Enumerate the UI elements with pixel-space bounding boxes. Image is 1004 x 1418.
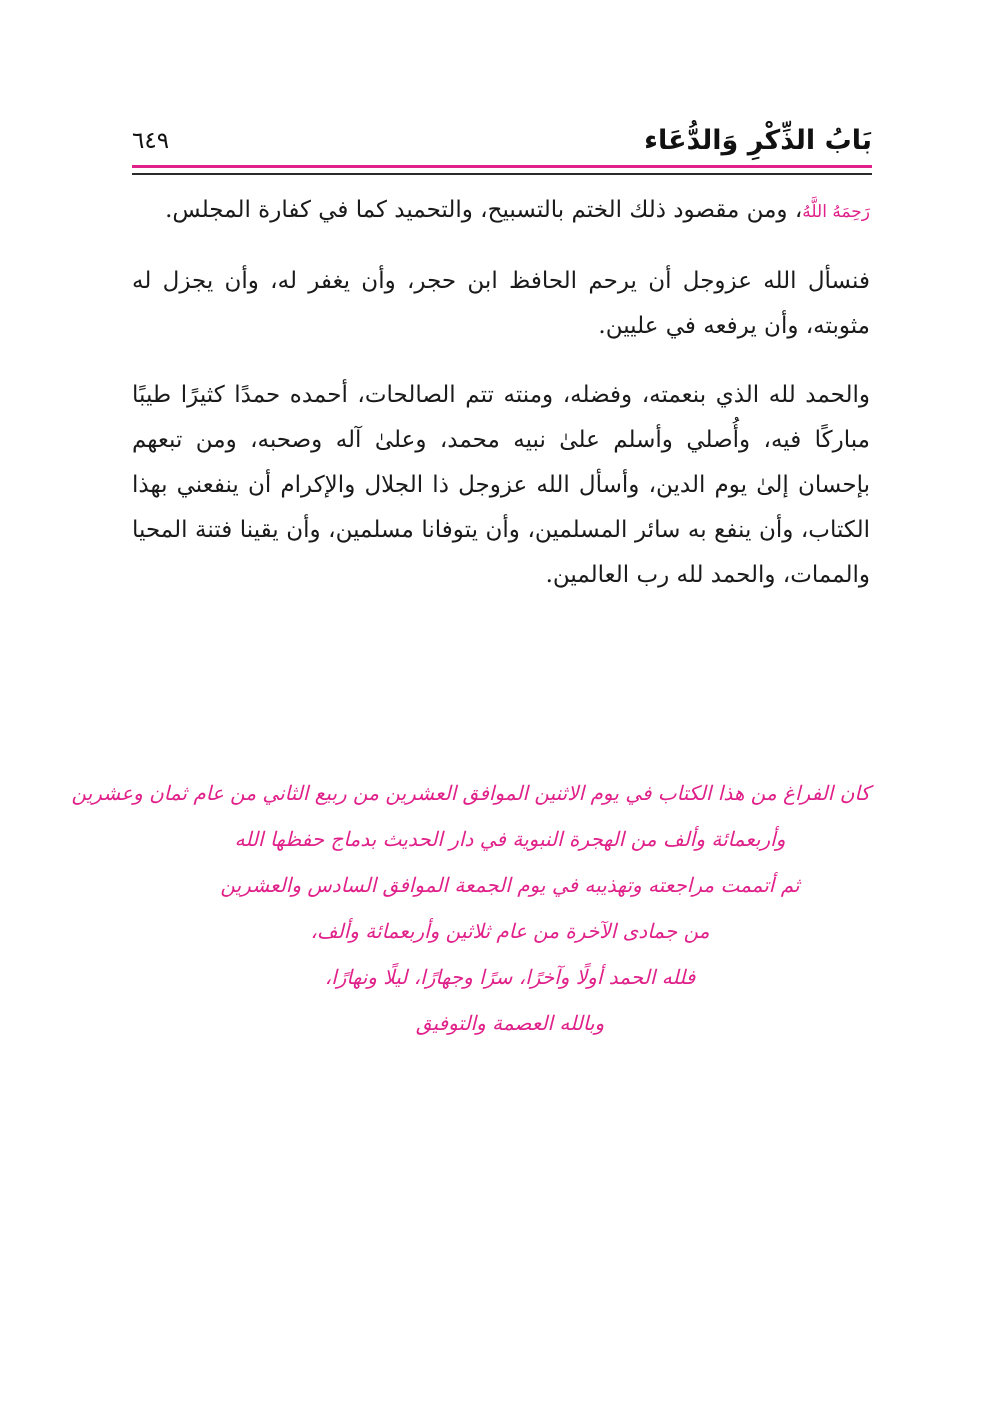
paragraph-3: والحمد لله الذي بنعمته، وفضله، ومنته تتم الصالحات، أحمده حمدًا كثيرًا طيبًا مباركًا فيه، وأُصلي وأسلم علىٰ نبيه محمد، وعلىٰ آله وصحبه، ومن تبعهم بإحسان إلىٰ يوم الدين، وأسأل الله عزوجل ذا الجلال والإكرام أن ينفعني بهذا الكتاب، وأن ينفع به سائر المسلمين، وأن يتوفانا مسلمين، وأن يقينا فتنة المحيا والممات، والحمد لله رب العالمين.: [132, 382, 870, 588]
paragraph-2: فنسأل الله عزوجل أن يرحم الحافظ ابن حجر، وأن يغفر له، وأن يجزل له مثوبته، وأن يرفعه في عليين.: [132, 268, 870, 339]
paragraph-1-text: ، ومن مقصود ذلك الختم بالتسبيح، والتحميد كما في كفارة المجلس.: [165, 197, 803, 223]
header-rule-pink: [132, 165, 872, 168]
header-rule-dark: [132, 173, 872, 175]
colophon-line: وبالله العصمة والتوفيق: [415, 1011, 605, 1035]
colophon-line: ثم أتممت مراجعته وتهذيبه في يوم الجمعة الموافق السادس والعشرين: [220, 873, 800, 897]
page-number: ٦٤٩: [132, 128, 170, 154]
colophon-line: من جمادى الآخرة من عام ثلاثين وأربعمائة وألف،: [310, 919, 710, 943]
colophon: [71, 770, 870, 1046]
chapter-title: بَابُ الذِّكْرِ وَالدُّعَاء: [644, 125, 872, 156]
paragraph-1: [132, 188, 870, 235]
colophon-line: فلله الحمد أولًا وآخرًا، سرًا وجهارًا، ليلًا ونهارًا،: [324, 965, 696, 989]
colophon-line: كان الفراغ من هذا الكتاب في يوم الاثنين الموافق العشرين من ربيع الثاني من عام ثمان وعشرين: [71, 781, 870, 805]
colophon-line: وأربعمائة وألف من الهجرة النبوية في دار الحديث بدماج حفظها الله: [234, 827, 786, 851]
body-text: [132, 188, 870, 622]
honorific-mark: رَحِمَهُ اللَّهُ: [802, 202, 870, 222]
page-header: [132, 118, 872, 164]
